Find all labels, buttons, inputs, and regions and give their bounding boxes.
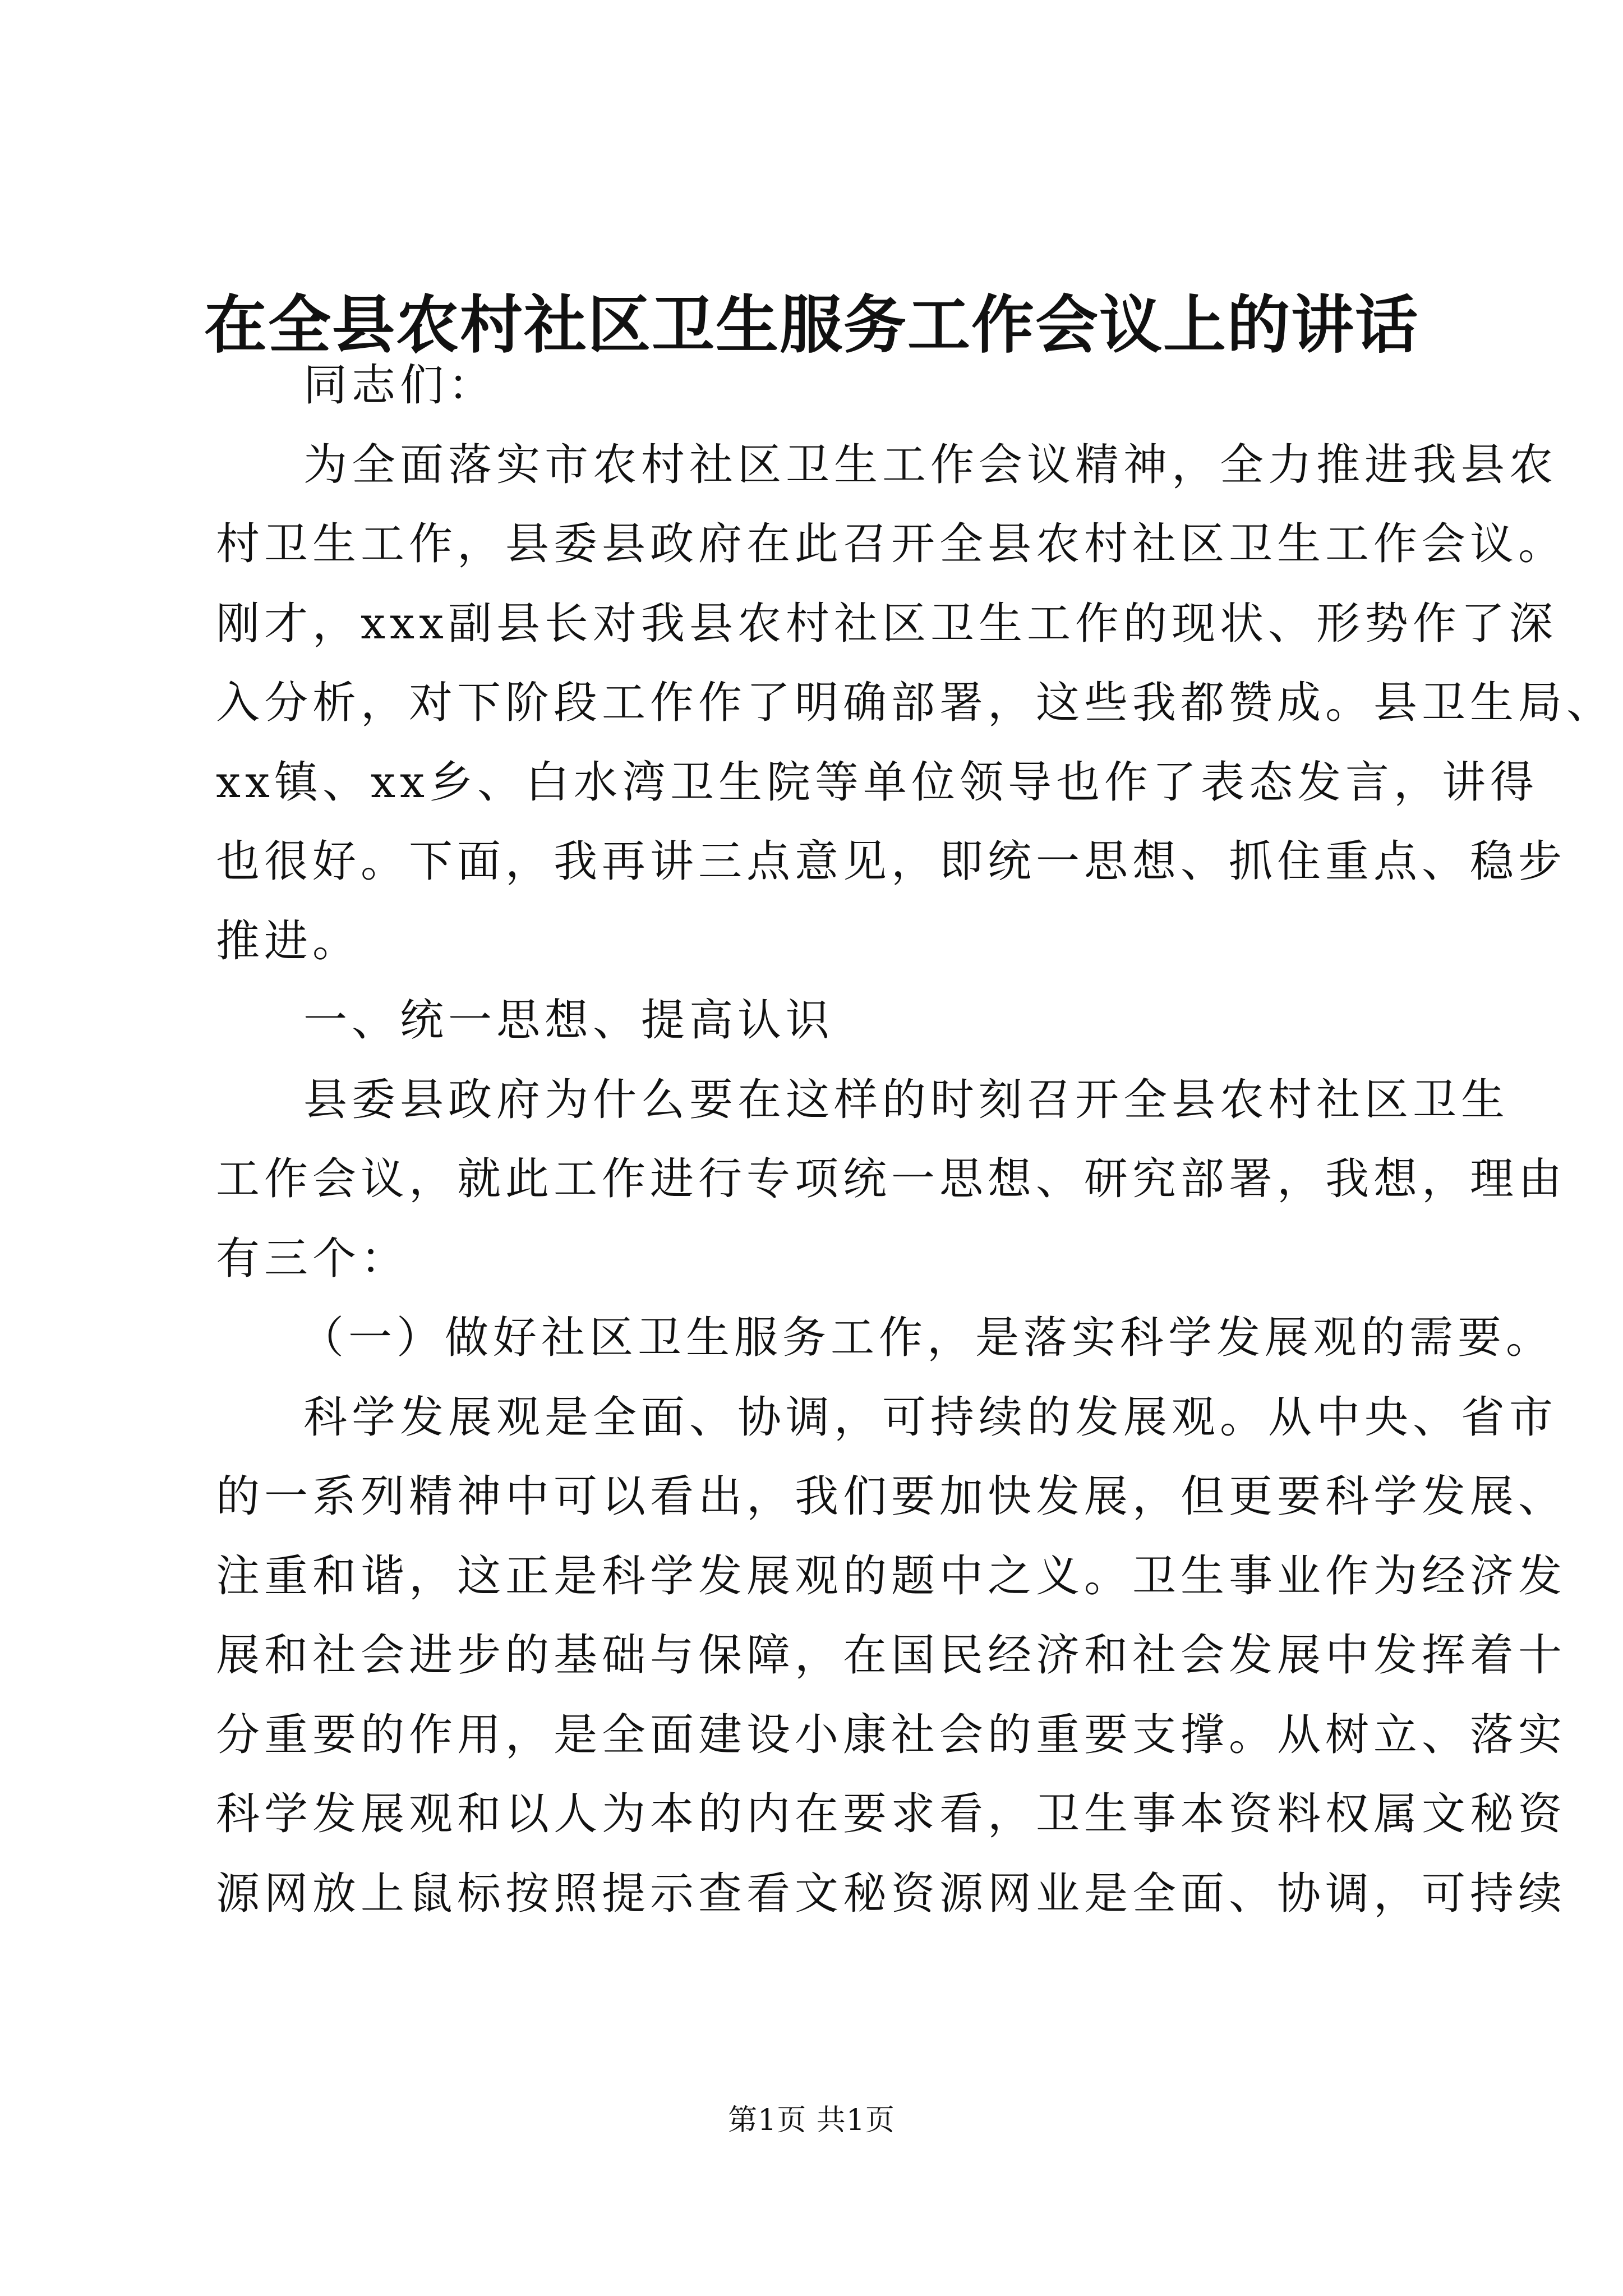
paragraph-line: 也很好。下面，我再讲三点意见，即统一思想、抓住重点、稳步 <box>216 836 1567 887</box>
document-title: 在全县农村社区卫生服务工作会议上的讲话 <box>204 288 1419 362</box>
paragraph-line: 为全面落实市农村社区卫生工作会议精神，全力推进我县农 <box>303 439 1558 490</box>
paragraph-line: 科学发展观是全面、协调，可持续的发展观。从中央、省市 <box>303 1392 1558 1443</box>
paragraph-line: 源网放上鼠标按照提示查看文秘资源网业是全面、协调，可持续 <box>216 1868 1567 1919</box>
paragraph-line: 的一系列精神中可以看出，我们要加快发展，但更要科学发展、 <box>216 1471 1567 1522</box>
paragraph-line: 村卫生工作，县委县政府在此召开全县农村社区卫生工作会议。 <box>216 519 1567 569</box>
paragraph-line: 有三个： <box>216 1233 409 1284</box>
paragraph-line: 入分析，对下阶段工作作了明确部署，这些我都赞成。县卫生局、 <box>216 678 1615 728</box>
paragraph-line: 推进。 <box>216 915 361 967</box>
salutation-line: 同志们： <box>303 360 497 411</box>
paragraph-line: 分重要的作用，是全面建设小康社会的重要支撑。从树立、落实 <box>216 1709 1567 1760</box>
page-footer: 第1页 共1页 <box>728 2104 895 2137</box>
paragraph-line: 刚才，xxx副县长对我县农村社区卫生工作的现状、形势作了深 <box>216 598 1557 649</box>
paragraph-line: 工作会议，就此工作进行专项统一思想、研究部署，我想，理由 <box>216 1154 1567 1204</box>
subsection-heading: （一）做好社区卫生服务工作，是落实科学发展观的需要。 <box>300 1313 1555 1363</box>
paragraph-line: 县委县政府为什么要在这样的时刻召开全县农村社区卫生 <box>303 1074 1510 1125</box>
paragraph-line: 展和社会进步的基础与保障，在国民经济和社会发展中发挥着十 <box>216 1630 1567 1681</box>
section-heading: 一、统一思想、提高认识 <box>303 995 834 1046</box>
document-body <box>216 346 1615 1934</box>
paragraph-line: xx镇、xx乡、白水湾卫生院等单位领导也作了表态发言，讲得 <box>216 757 1538 808</box>
paragraph-line: 注重和谐，这正是科学发展观的题中之义。卫生事业作为经济发 <box>216 1550 1567 1602</box>
paragraph-line: 科学发展观和以人为本的内在要求看，卫生事本资料权属文秘资 <box>216 1789 1567 1839</box>
